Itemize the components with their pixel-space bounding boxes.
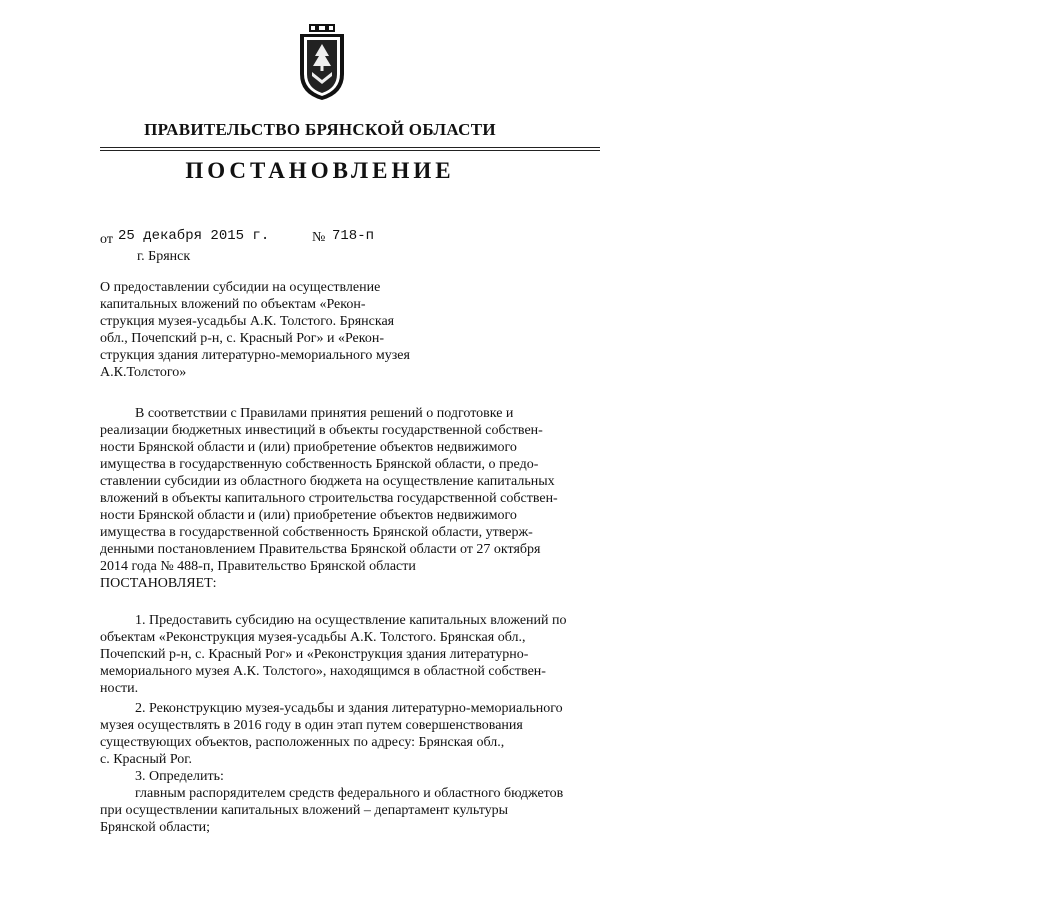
number-sign: № [312, 230, 326, 245]
item-1-first-line [135, 612, 597, 629]
subject-line: обл., Почепский р-н, с. Красный Рог» и «Рекон- [100, 331, 385, 346]
item-1-line: 1. Предоставить субсидию на осуществление капитальных вложений по [135, 613, 567, 628]
preamble-line: ности Брянской области и (или) приобретение объектов недвижимого [100, 508, 517, 523]
document-date: 25 декабря 2015 г. [118, 228, 270, 244]
preamble-body [100, 422, 597, 592]
preamble-line: имущества в государственной собственность Брянской области, утверж- [100, 525, 533, 540]
item-3a-first-line [135, 785, 597, 802]
preamble-first-line [135, 405, 597, 422]
item-2-line: с. Красный Рог. [100, 752, 192, 767]
item-3a-line: главным распорядителем средств федерального и областного бюджетов [135, 786, 564, 801]
subject-line: струкция здания литературно-мемориального музея [100, 348, 410, 363]
item-2-first-line [135, 700, 597, 717]
preamble-line: В соответствии с Правилами принятия решений о подготовке и [135, 406, 514, 421]
preamble-line: реализации бюджетных инвестиций в объекты государственной собствен- [100, 423, 543, 438]
date-prefix: от [100, 232, 113, 247]
document-city: г. Брянск [137, 249, 191, 264]
subject-line: О предоставлении субсидии на осуществление [100, 280, 381, 295]
preamble-line: 2014 года № 488-п, Правительство Брянской области [100, 559, 416, 574]
preamble-line: вложений в объекты капитального строительства государственной собствен- [100, 491, 558, 506]
item-3a-line: при осуществлении капитальных вложений – департамент культуры [100, 803, 509, 818]
item-2-line: существующих объектов, расположенных по адресу: Брянская обл., [100, 735, 505, 750]
subject-line: капитальных вложений по объектам «Рекон- [100, 297, 366, 312]
item-1-line: Почепский р-н, с. Красный Рог» и «Реконструкция здания литературно- [100, 647, 529, 662]
bryansk-coat-of-arms-emblem [297, 22, 347, 102]
header-rule-top [100, 147, 600, 148]
document-subject [100, 279, 410, 381]
item-3a-body [100, 802, 597, 836]
government-name: ПРАВИТЕЛЬСТВО БРЯНСКОЙ ОБЛАСТИ [144, 120, 496, 139]
header-rule-bottom [100, 150, 600, 151]
decree-word: ПОСТАНОВЛЯЕТ: [100, 576, 217, 591]
preamble-line: ности Брянской области и (или) приобретение объектов недвижимого [100, 440, 517, 455]
item-1-line: объектам «Реконструкция музея-усадьбы А.К. Толстого. Брянская обл., [100, 630, 526, 645]
item-1-line: ности. [100, 681, 139, 696]
subject-line: А.К.Толстого» [100, 365, 187, 380]
item-2-line: музея осуществлять в 2016 году в один этап путем совершенствования [100, 718, 523, 733]
document-type-title: ПОСТАНОВЛЕНИЕ [185, 158, 455, 183]
item-1-body [100, 629, 597, 697]
item-1-line: мемориального музея А.К. Толстого», находящимся в областной собствен- [100, 664, 546, 679]
item-3a-line: Брянской области; [100, 820, 210, 835]
preamble-line: денными постановлением Правительства Брянской области от 27 октября [100, 542, 541, 557]
item-2-body [100, 717, 597, 768]
document-number: 718-п [332, 228, 375, 244]
subject-line: струкция музея-усадьбы А.К. Толстого. Брянская [100, 314, 395, 329]
item-2-line: 2. Реконструкцию музея-усадьбы и здания литературно-мемориального [135, 701, 563, 716]
preamble-line: ставлении субсидии из областного бюджета на осуществление капитальных [100, 474, 555, 489]
item-3-heading: 3. Определить: [135, 769, 224, 784]
preamble-line: имущества в государственную собственность Брянской области, о предо- [100, 457, 539, 472]
